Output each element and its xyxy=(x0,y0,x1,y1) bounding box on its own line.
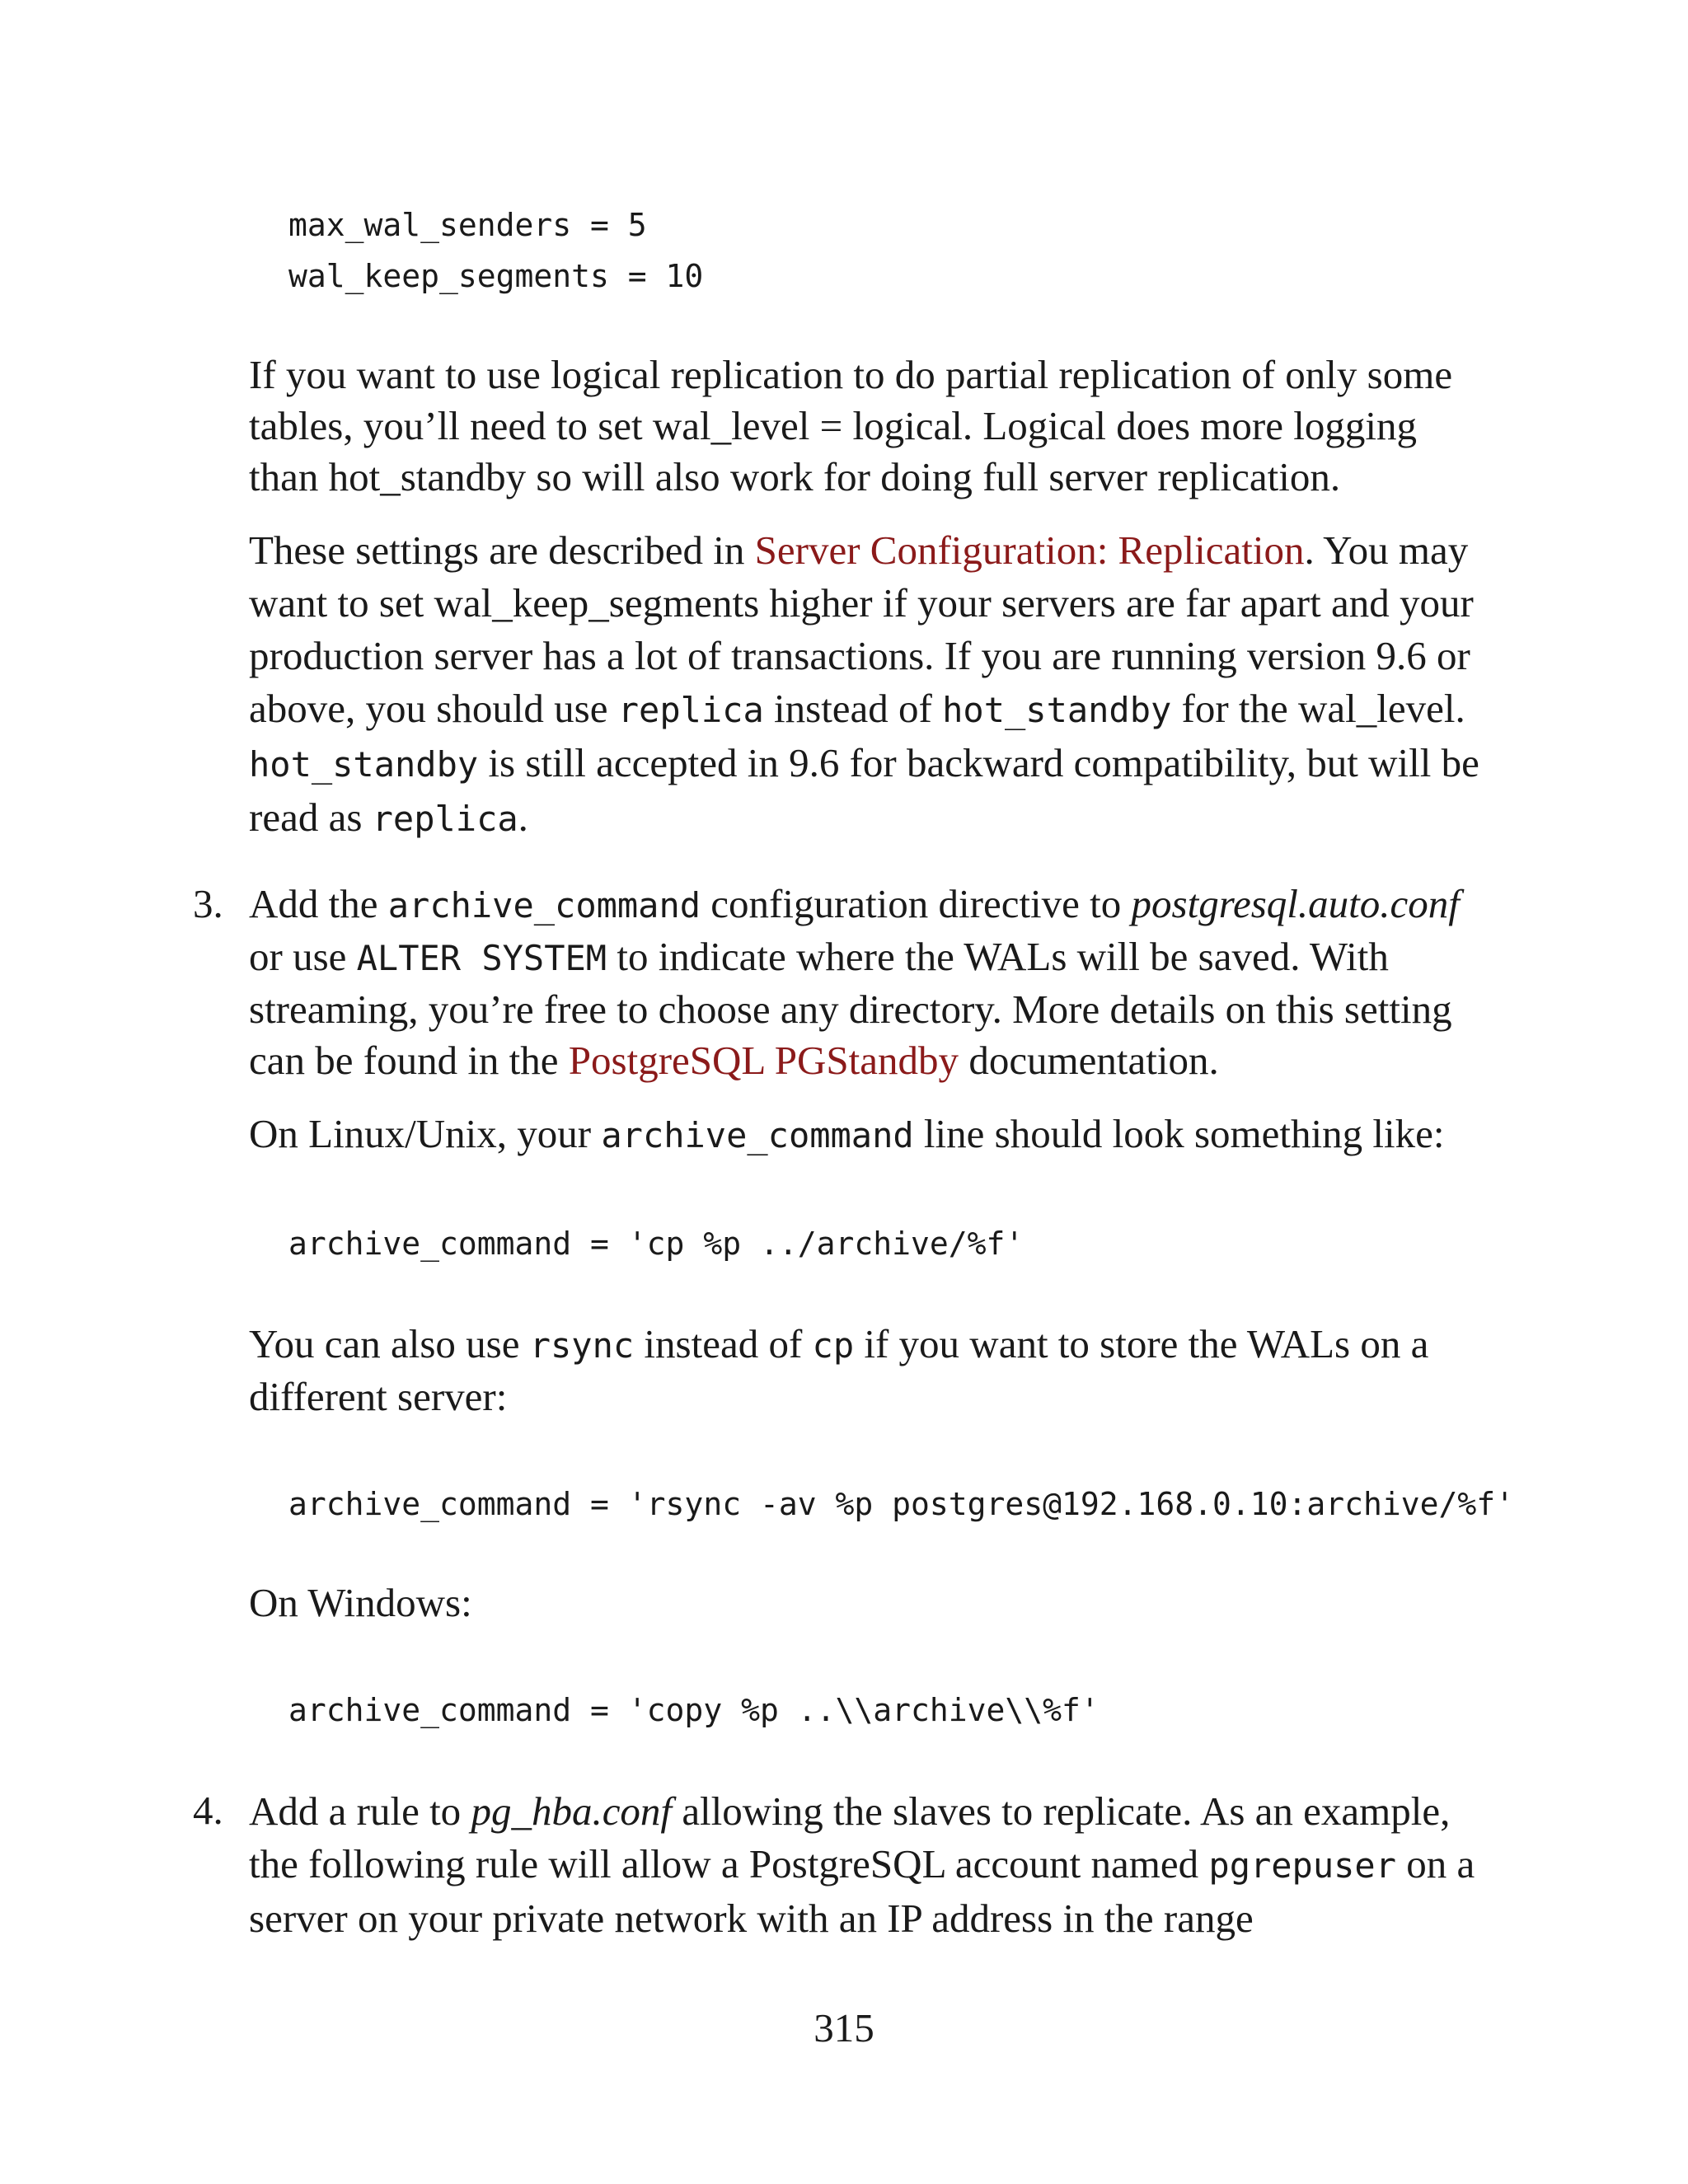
code-block-wal-settings xyxy=(288,199,703,302)
filename: postgresql.auto.conf xyxy=(1131,881,1460,926)
text: on a server on your private network with an IP address in the range xyxy=(249,1841,1475,1941)
inline-code: rsync xyxy=(529,1325,635,1366)
paragraph-rsync xyxy=(249,1319,1502,1422)
text: for the wal_level. xyxy=(1171,686,1465,731)
text: . xyxy=(518,794,528,840)
text: instead of xyxy=(634,1321,813,1366)
inline-code: ALTER SYSTEM xyxy=(356,938,607,978)
inline-code: hot_standby xyxy=(249,744,479,785)
code-line: wal_keep_segments = 10 xyxy=(288,258,704,294)
link-postgresql-pgstandby[interactable]: PostgreSQL PGStandby xyxy=(568,1038,959,1083)
filename: pg_hba.conf xyxy=(471,1788,673,1834)
text: Add a rule to xyxy=(249,1788,471,1834)
link-server-configuration-replication[interactable]: Server Configuration: Replication xyxy=(754,527,1305,573)
paragraph-linux-unix xyxy=(249,1108,1502,1161)
text: These settings are described in xyxy=(249,527,755,573)
list-number: 4. xyxy=(193,1788,223,1833)
text-line: tables, you’ll need to set wal_level = logical. Logical does more logging xyxy=(249,403,1417,448)
text: line should look something like: xyxy=(913,1111,1445,1156)
code-line: max_wal_senders = 5 xyxy=(288,207,647,243)
text: On Linux/Unix, your xyxy=(249,1111,602,1156)
inline-code: pgrepuser xyxy=(1208,1845,1396,1886)
inline-code: replica xyxy=(372,799,518,839)
paragraph-windows: On Windows: xyxy=(249,1580,472,1625)
inline-code: archive_command xyxy=(601,1115,914,1155)
page-number: 315 xyxy=(814,2005,874,2050)
text: if you want to store the WALs on a different server: xyxy=(249,1321,1429,1419)
text: allowing the slaves to replicate. As an example, the following rule will allow a PostgreSQL account named xyxy=(249,1788,1451,1886)
text: to indicate where the WALs will be saved. With streaming, you’re free to choose any directory. More details on this setting can be found in the xyxy=(249,934,1452,1083)
paragraph-settings-described xyxy=(249,524,1502,846)
text: configuration directive to xyxy=(701,881,1132,926)
text: is still accepted in 9.6 for backward compatibility, but will be read as xyxy=(249,740,1479,840)
list-number: 3. xyxy=(193,881,223,926)
text: Add the xyxy=(249,881,388,926)
text-line: If you want to use logical replication to do partial replication of only some xyxy=(249,352,1453,397)
inline-code: hot_standby xyxy=(942,690,1172,730)
code-block-cp: archive_command = 'cp %p ../archive/%f' xyxy=(288,1226,1025,1262)
list-item-pg-hba xyxy=(249,1785,1502,1945)
inline-code: cp xyxy=(812,1325,855,1366)
code-block-rsync: archive_command = 'rsync -av %p postgres@192.168.0.10:archive/%f' xyxy=(288,1486,1515,1522)
code-block-copy: archive_command = 'copy %p ..\\archive\\%f' xyxy=(288,1692,1100,1728)
text: or use xyxy=(249,934,357,979)
inline-code: archive_command xyxy=(387,885,701,926)
list-item-archive-command xyxy=(249,879,1502,1086)
paragraph-logical-replication xyxy=(249,349,1502,503)
text: instead of xyxy=(763,686,943,731)
text: documentation. xyxy=(959,1038,1219,1083)
inline-code: replica xyxy=(617,690,764,730)
text: You can also use xyxy=(249,1321,530,1366)
text: . You may want to set wal_keep_segments higher if your servers are far apart and your production server has a lot of transactions. If you are running version 9.6 or above, you should use xyxy=(249,527,1474,731)
text-line: than hot_standby so will also work for doing full server replication. xyxy=(249,454,1341,499)
